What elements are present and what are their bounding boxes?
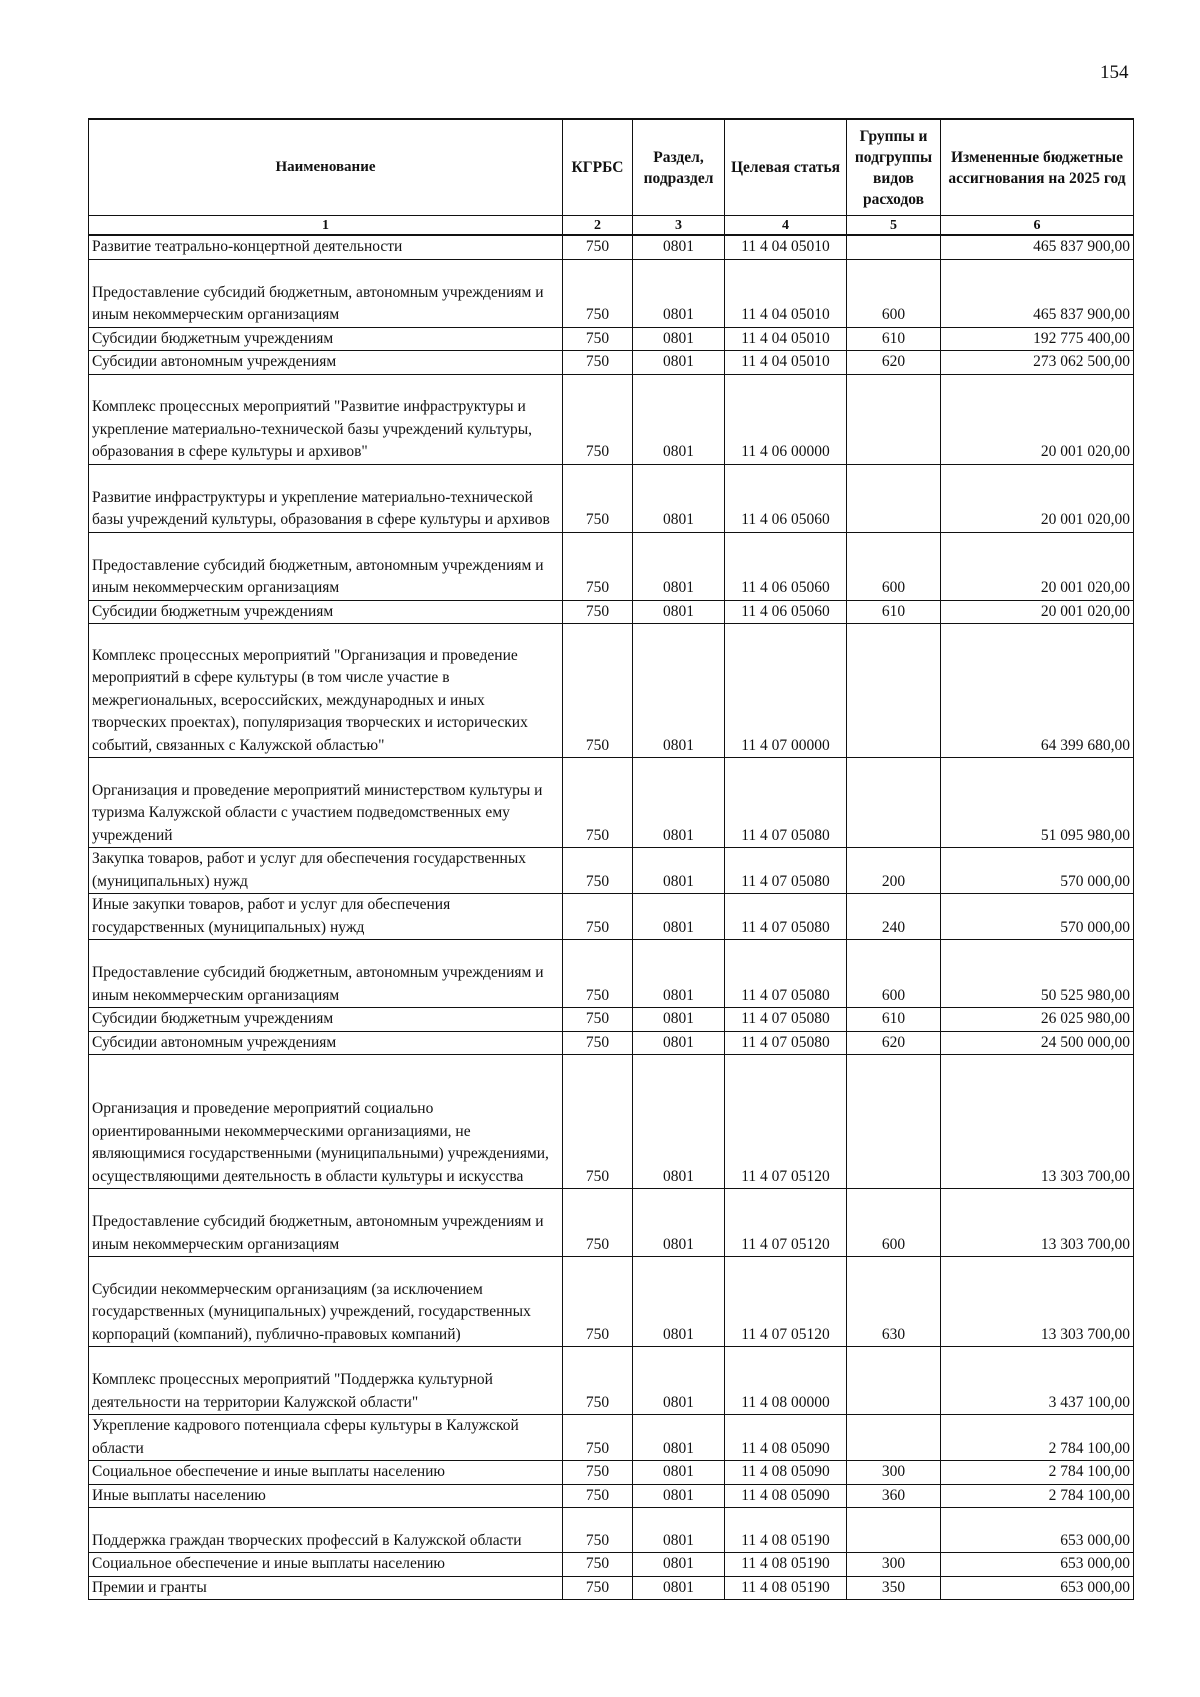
cell-kgrbs: 750 bbox=[563, 1461, 633, 1485]
table-row bbox=[89, 327, 1134, 351]
cell-razdel: 0801 bbox=[633, 848, 725, 894]
cell-razdel: 0801 bbox=[633, 1461, 725, 1485]
cell-summa: 465 837 900,00 bbox=[941, 259, 1134, 327]
table-row bbox=[89, 259, 1134, 327]
cell-razdel: 0801 bbox=[633, 1484, 725, 1508]
header-kgrbs: КГРБС bbox=[563, 119, 633, 216]
cell-summa: 653 000,00 bbox=[941, 1553, 1134, 1577]
cell-summa: 26 025 980,00 bbox=[941, 1008, 1134, 1032]
cell-summa: 13 303 700,00 bbox=[941, 1257, 1134, 1347]
cell-summa: 20 001 020,00 bbox=[941, 532, 1134, 600]
table-row bbox=[89, 464, 1134, 532]
cell-vid: 360 bbox=[847, 1484, 941, 1508]
cell-name: Субсидии бюджетным учреждениям bbox=[89, 327, 563, 351]
cell-kgrbs: 750 bbox=[563, 624, 633, 758]
cell-name: Субсидии бюджетным учреждениям bbox=[89, 1008, 563, 1032]
cell-razdel: 0801 bbox=[633, 1189, 725, 1257]
cell-name: Комплекс процессных мероприятий "Организация и проведение мероприятий в сфере культуры (в том числе участие в межрегиональных, всероссийских, международных и иных творческих проектах), популяризация творческих и исторических событий, связанных с Калужской областью" bbox=[89, 624, 563, 758]
cell-kgrbs: 750 bbox=[563, 848, 633, 894]
table-body bbox=[89, 235, 1134, 1600]
cell-kgrbs: 750 bbox=[563, 1189, 633, 1257]
cell-razdel: 0801 bbox=[633, 1553, 725, 1577]
column-number: 5 bbox=[847, 216, 941, 236]
cell-tselevaya: 11 4 06 05060 bbox=[725, 532, 847, 600]
cell-vid bbox=[847, 1347, 941, 1415]
cell-kgrbs: 750 bbox=[563, 1347, 633, 1415]
cell-vid: 630 bbox=[847, 1257, 941, 1347]
cell-razdel: 0801 bbox=[633, 259, 725, 327]
cell-tselevaya: 11 4 08 05190 bbox=[725, 1553, 847, 1577]
cell-razdel: 0801 bbox=[633, 894, 725, 940]
cell-razdel: 0801 bbox=[633, 374, 725, 464]
cell-summa: 2 784 100,00 bbox=[941, 1415, 1134, 1461]
cell-kgrbs: 750 bbox=[563, 1008, 633, 1032]
cell-kgrbs: 750 bbox=[563, 374, 633, 464]
page-number: 154 bbox=[1100, 62, 1129, 83]
cell-vid: 240 bbox=[847, 894, 941, 940]
cell-vid: 600 bbox=[847, 1189, 941, 1257]
cell-vid: 300 bbox=[847, 1553, 941, 1577]
cell-summa: 64 399 680,00 bbox=[941, 624, 1134, 758]
cell-kgrbs: 750 bbox=[563, 464, 633, 532]
cell-tselevaya: 11 4 04 05010 bbox=[725, 351, 847, 375]
cell-tselevaya: 11 4 06 00000 bbox=[725, 374, 847, 464]
cell-tselevaya: 11 4 08 05190 bbox=[725, 1508, 847, 1553]
cell-razdel: 0801 bbox=[633, 351, 725, 375]
cell-kgrbs: 750 bbox=[563, 259, 633, 327]
cell-name: Развитие инфраструктуры и укрепление материально-технической базы учреждений культуры, образования в сфере культуры и архивов bbox=[89, 464, 563, 532]
cell-vid: 600 bbox=[847, 940, 941, 1008]
column-number: 3 bbox=[633, 216, 725, 236]
cell-summa: 465 837 900,00 bbox=[941, 235, 1134, 259]
cell-tselevaya: 11 4 08 05190 bbox=[725, 1576, 847, 1600]
cell-kgrbs: 750 bbox=[563, 1508, 633, 1553]
cell-kgrbs: 750 bbox=[563, 894, 633, 940]
cell-kgrbs: 750 bbox=[563, 1553, 633, 1577]
cell-name: Комплекс процессных мероприятий "Развитие инфраструктуры и укрепление материально-технической базы учреждений культуры, образования в сфере культуры и архивов" bbox=[89, 374, 563, 464]
cell-tselevaya: 11 4 08 05090 bbox=[725, 1415, 847, 1461]
header-vid: Группы и подгруппы видов расходов bbox=[847, 119, 941, 216]
table-row bbox=[89, 1008, 1134, 1032]
cell-name: Премии и гранты bbox=[89, 1576, 563, 1600]
column-number: 6 bbox=[941, 216, 1134, 236]
cell-vid: 620 bbox=[847, 351, 941, 375]
table-row bbox=[89, 1508, 1134, 1553]
cell-razdel: 0801 bbox=[633, 1508, 725, 1553]
cell-razdel: 0801 bbox=[633, 1347, 725, 1415]
cell-summa: 13 303 700,00 bbox=[941, 1189, 1134, 1257]
cell-summa: 570 000,00 bbox=[941, 848, 1134, 894]
header-name: Наименование bbox=[89, 119, 563, 216]
cell-tselevaya: 11 4 08 05090 bbox=[725, 1484, 847, 1508]
budget-table bbox=[88, 118, 1134, 1600]
cell-summa: 3 437 100,00 bbox=[941, 1347, 1134, 1415]
cell-name: Предоставление субсидий бюджетным, автономным учреждениям и иным некоммерческим организациям bbox=[89, 1189, 563, 1257]
header-tselevaya: Целевая статья bbox=[725, 119, 847, 216]
cell-name: Предоставление субсидий бюджетным, автономным учреждениям и иным некоммерческим организациям bbox=[89, 259, 563, 327]
cell-summa: 13 303 700,00 bbox=[941, 1055, 1134, 1189]
cell-name: Иные выплаты населению bbox=[89, 1484, 563, 1508]
column-number: 2 bbox=[563, 216, 633, 236]
cell-vid bbox=[847, 1415, 941, 1461]
table-row bbox=[89, 235, 1134, 259]
cell-summa: 20 001 020,00 bbox=[941, 600, 1134, 624]
cell-vid: 350 bbox=[847, 1576, 941, 1600]
cell-tselevaya: 11 4 07 05080 bbox=[725, 940, 847, 1008]
cell-tselevaya: 11 4 07 00000 bbox=[725, 624, 847, 758]
table-row bbox=[89, 1461, 1134, 1485]
cell-summa: 570 000,00 bbox=[941, 894, 1134, 940]
cell-name: Организация и проведение мероприятий социально ориентированными некоммерческими организациями, не являющимися государственными (муниципальными) учреждениями, осуществляющими деятельность в области культуры и искусства bbox=[89, 1055, 563, 1189]
table-row bbox=[89, 1347, 1134, 1415]
cell-kgrbs: 750 bbox=[563, 1031, 633, 1055]
cell-tselevaya: 11 4 06 05060 bbox=[725, 600, 847, 624]
cell-kgrbs: 750 bbox=[563, 1055, 633, 1189]
cell-razdel: 0801 bbox=[633, 940, 725, 1008]
cell-razdel: 0801 bbox=[633, 758, 725, 848]
cell-vid bbox=[847, 758, 941, 848]
cell-razdel: 0801 bbox=[633, 327, 725, 351]
cell-name: Социальное обеспечение и иные выплаты населению bbox=[89, 1553, 563, 1577]
cell-tselevaya: 11 4 07 05080 bbox=[725, 1031, 847, 1055]
cell-vid bbox=[847, 624, 941, 758]
cell-vid bbox=[847, 1055, 941, 1189]
cell-name: Развитие театрально-концертной деятельности bbox=[89, 235, 563, 259]
cell-summa: 24 500 000,00 bbox=[941, 1031, 1134, 1055]
cell-razdel: 0801 bbox=[633, 624, 725, 758]
cell-name: Субсидии бюджетным учреждениям bbox=[89, 600, 563, 624]
table-row bbox=[89, 600, 1134, 624]
cell-tselevaya: 11 4 06 05060 bbox=[725, 464, 847, 532]
cell-vid: 610 bbox=[847, 1008, 941, 1032]
table-row bbox=[89, 758, 1134, 848]
cell-kgrbs: 750 bbox=[563, 758, 633, 848]
cell-summa: 20 001 020,00 bbox=[941, 464, 1134, 532]
cell-kgrbs: 750 bbox=[563, 327, 633, 351]
cell-kgrbs: 750 bbox=[563, 1257, 633, 1347]
table-row bbox=[89, 1055, 1134, 1189]
table-row bbox=[89, 1415, 1134, 1461]
cell-kgrbs: 750 bbox=[563, 235, 633, 259]
table-row bbox=[89, 1189, 1134, 1257]
column-number: 4 bbox=[725, 216, 847, 236]
table-header bbox=[89, 119, 1134, 235]
cell-summa: 273 062 500,00 bbox=[941, 351, 1134, 375]
table-row bbox=[89, 1484, 1134, 1508]
cell-vid bbox=[847, 464, 941, 532]
cell-tselevaya: 11 4 07 05120 bbox=[725, 1055, 847, 1189]
cell-tselevaya: 11 4 07 05080 bbox=[725, 894, 847, 940]
cell-tselevaya: 11 4 04 05010 bbox=[725, 235, 847, 259]
cell-name: Предоставление субсидий бюджетным, автономным учреждениям и иным некоммерческим организациям bbox=[89, 940, 563, 1008]
table-row bbox=[89, 351, 1134, 375]
cell-tselevaya: 11 4 04 05010 bbox=[725, 327, 847, 351]
cell-kgrbs: 750 bbox=[563, 1576, 633, 1600]
cell-vid bbox=[847, 374, 941, 464]
cell-vid: 600 bbox=[847, 259, 941, 327]
cell-name: Иные закупки товаров, работ и услуг для обеспечения государственных (муниципальных) нужд bbox=[89, 894, 563, 940]
cell-name: Укрепление кадрового потенциала сферы культуры в Калужской области bbox=[89, 1415, 563, 1461]
cell-summa: 2 784 100,00 bbox=[941, 1484, 1134, 1508]
table-row bbox=[89, 624, 1134, 758]
cell-tselevaya: 11 4 07 05120 bbox=[725, 1257, 847, 1347]
cell-name: Предоставление субсидий бюджетным, автономным учреждениям и иным некоммерческим организациям bbox=[89, 532, 563, 600]
cell-razdel: 0801 bbox=[633, 1031, 725, 1055]
cell-name: Субсидии автономным учреждениям bbox=[89, 351, 563, 375]
cell-kgrbs: 750 bbox=[563, 940, 633, 1008]
cell-tselevaya: 11 4 07 05080 bbox=[725, 1008, 847, 1032]
cell-razdel: 0801 bbox=[633, 1257, 725, 1347]
table-row bbox=[89, 374, 1134, 464]
cell-vid: 300 bbox=[847, 1461, 941, 1485]
cell-name: Поддержка граждан творческих профессий в Калужской области bbox=[89, 1508, 563, 1553]
cell-tselevaya: 11 4 07 05120 bbox=[725, 1189, 847, 1257]
cell-vid bbox=[847, 1508, 941, 1553]
cell-summa: 653 000,00 bbox=[941, 1508, 1134, 1553]
column-numbers-row bbox=[89, 216, 1134, 236]
cell-summa: 51 095 980,00 bbox=[941, 758, 1134, 848]
table-row bbox=[89, 1031, 1134, 1055]
cell-razdel: 0801 bbox=[633, 1008, 725, 1032]
cell-kgrbs: 750 bbox=[563, 600, 633, 624]
table-row bbox=[89, 532, 1134, 600]
table-row bbox=[89, 848, 1134, 894]
cell-razdel: 0801 bbox=[633, 1055, 725, 1189]
cell-razdel: 0801 bbox=[633, 1415, 725, 1461]
header-summa: Измененные бюджетные ассигнования на 2025 год bbox=[941, 119, 1134, 216]
cell-tselevaya: 11 4 08 00000 bbox=[725, 1347, 847, 1415]
cell-summa: 50 525 980,00 bbox=[941, 940, 1134, 1008]
cell-tselevaya: 11 4 07 05080 bbox=[725, 848, 847, 894]
column-number: 1 bbox=[89, 216, 563, 236]
cell-tselevaya: 11 4 08 05090 bbox=[725, 1461, 847, 1485]
cell-vid: 610 bbox=[847, 600, 941, 624]
cell-summa: 20 001 020,00 bbox=[941, 374, 1134, 464]
cell-razdel: 0801 bbox=[633, 464, 725, 532]
cell-name: Субсидии автономным учреждениям bbox=[89, 1031, 563, 1055]
cell-vid: 610 bbox=[847, 327, 941, 351]
cell-razdel: 0801 bbox=[633, 600, 725, 624]
table-row bbox=[89, 894, 1134, 940]
cell-summa: 192 775 400,00 bbox=[941, 327, 1134, 351]
table-row bbox=[89, 940, 1134, 1008]
cell-tselevaya: 11 4 04 05010 bbox=[725, 259, 847, 327]
cell-name: Закупка товаров, работ и услуг для обеспечения государственных (муниципальных) нужд bbox=[89, 848, 563, 894]
table-row bbox=[89, 1553, 1134, 1577]
cell-kgrbs: 750 bbox=[563, 1415, 633, 1461]
cell-vid bbox=[847, 235, 941, 259]
table-row bbox=[89, 1576, 1134, 1600]
cell-vid: 620 bbox=[847, 1031, 941, 1055]
cell-razdel: 0801 bbox=[633, 235, 725, 259]
cell-vid: 600 bbox=[847, 532, 941, 600]
cell-tselevaya: 11 4 07 05080 bbox=[725, 758, 847, 848]
cell-name: Организация и проведение мероприятий министерством культуры и туризма Калужской области с участием подведомственных ему учреждений bbox=[89, 758, 563, 848]
header-razdel: Раздел, подраздел bbox=[633, 119, 725, 216]
cell-summa: 2 784 100,00 bbox=[941, 1461, 1134, 1485]
cell-kgrbs: 750 bbox=[563, 351, 633, 375]
table-row bbox=[89, 1257, 1134, 1347]
cell-kgrbs: 750 bbox=[563, 1484, 633, 1508]
header-row bbox=[89, 119, 1134, 216]
cell-name: Субсидии некоммерческим организациям (за исключением государственных (муниципальных) учреждений, государственных корпораций (компаний), публично-правовых компаний) bbox=[89, 1257, 563, 1347]
cell-vid: 200 bbox=[847, 848, 941, 894]
cell-name: Комплекс процессных мероприятий "Поддержка культурной деятельности на территории Калужской области" bbox=[89, 1347, 563, 1415]
cell-kgrbs: 750 bbox=[563, 532, 633, 600]
cell-summa: 653 000,00 bbox=[941, 1576, 1134, 1600]
cell-razdel: 0801 bbox=[633, 1576, 725, 1600]
cell-name: Социальное обеспечение и иные выплаты населению bbox=[89, 1461, 563, 1485]
cell-razdel: 0801 bbox=[633, 532, 725, 600]
